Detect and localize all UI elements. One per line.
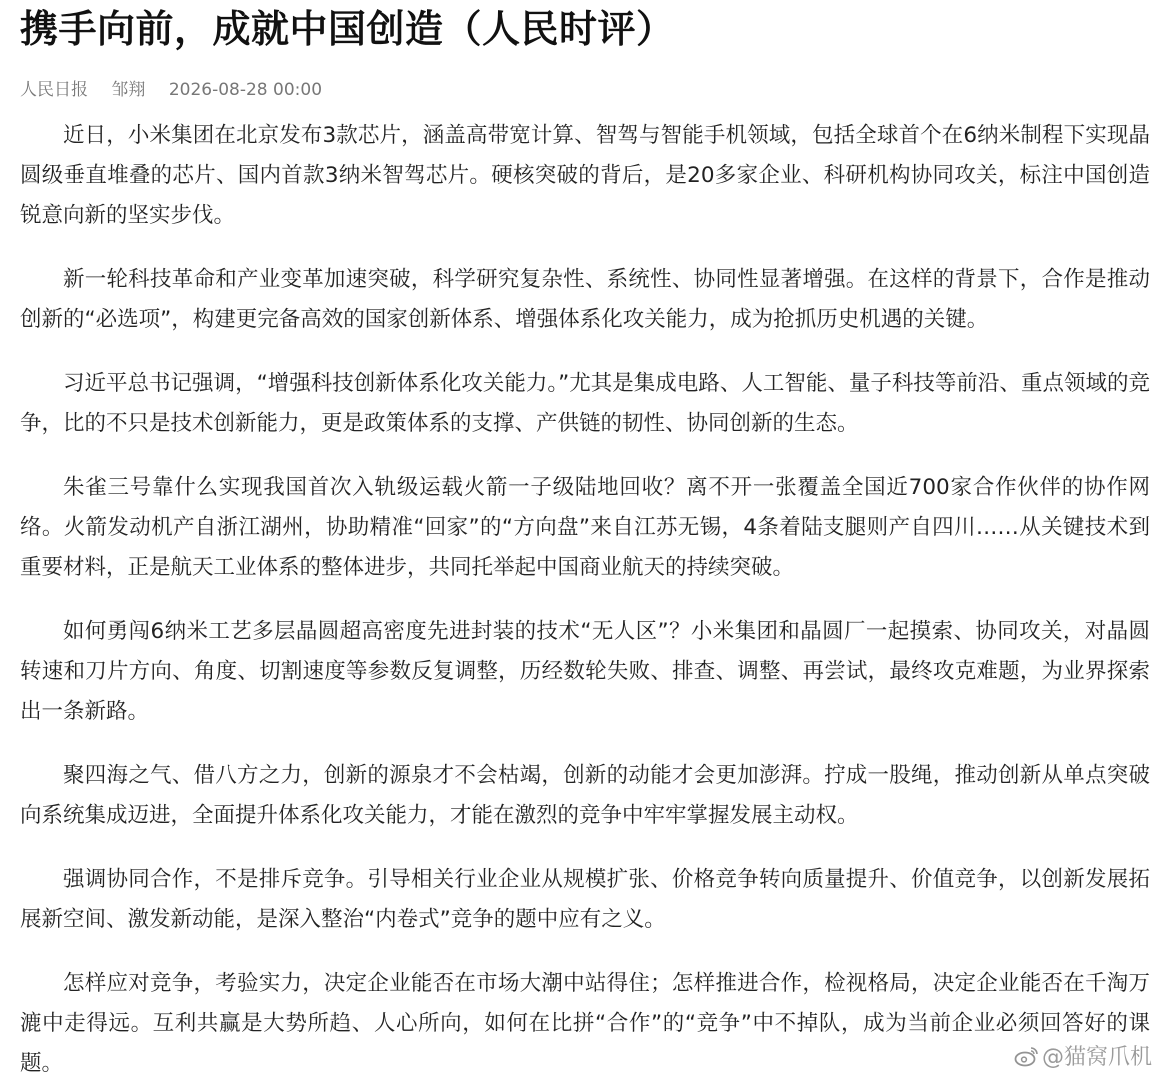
article-paragraph: 习近平总书记强调，“增强科技创新体系化攻关能力。”尤其是集成电路、人工智能、量子科技等前沿、重点领域的竞争，比的不只是技术创新能力，更是政策体系的支撑、产供链的韧性、协同创新的生态。 <box>20 371 1150 436</box>
article-title: 携手向前，成就中国创造（人民时评） <box>20 7 675 51</box>
watermark-text: @猫窝爪机 <box>1041 1045 1152 1070</box>
article-meta <box>20 78 1150 102</box>
article-source[interactable]: 人民日报 <box>20 80 88 100</box>
article-paragraph: 近日，小米集团在北京发布3款芯片，涵盖高带宽计算、智驾与智能手机领域，包括全球首个在6纳米制程下实现晶圆级垂直堆叠的芯片、国内首款3纳米智驾芯片。硬核突破的背后，是20多家企业、科研机构协同攻关，标注中国创造锐意向新的坚实步伐。 <box>20 123 1150 228</box>
article-paragraph: 新一轮科技革命和产业变革加速突破，科学研究复杂性、系统性、协同性显著增强。在这样的背景下，合作是推动创新的“必选项”，构建更完备高效的国家创新体系、增强体系化攻关能力，成为抢抓历史机遇的关键。 <box>20 267 1150 332</box>
article-paragraph: 朱雀三号靠什么实现我国首次入轨级运载火箭一子级陆地回收？离不开一张覆盖全国近700家合作伙伴的协作网络。火箭发动机产自浙江湖州，协助精准“回家”的“方向盘”来自江苏无锡，4条着陆支腿则产自四川……从关键技术到重要材料，正是航天工业体系的整体进步，共同托举起中国商业航天的持续突破。 <box>20 475 1150 580</box>
watermark <box>1014 1044 1152 1072</box>
article-datetime: 2026-08-28 00:00 <box>168 80 323 100</box>
weibo-icon <box>1014 1045 1040 1067</box>
article-paragraph: 如何勇闯6纳米工艺多层晶圆超高密度先进封装的技术“无人区”？小米集团和晶圆厂一起摸索、协同攻关，对晶圆转速和刀片方向、角度、切割速度等参数反复调整，历经数轮失败、排查、调整、再尝试，最终攻克难题，为业界探索出一条新路。 <box>20 619 1150 724</box>
article-body <box>20 116 1150 1080</box>
article-author: 邹翔 <box>111 80 146 100</box>
article-paragraph: 聚四海之气、借八方之力，创新的源泉才不会枯竭，创新的动能才会更加澎湃。拧成一股绳，推动创新从单点突破向系统集成迈进，全面提升体系化攻关能力，才能在激烈的竞争中牢牢掌握发展主动权。 <box>20 763 1150 828</box>
article-paragraph: 怎样应对竞争，考验实力，决定企业能否在市场大潮中站得住；怎样推进合作，检视格局，决定企业能否在千淘万漉中走得远。互利共赢是大势所趋、人心所向，如何在比拼“合作”的“竞争”中不掉队，成为当前企业必须回答好的课题。 <box>20 971 1150 1076</box>
article-paragraph: 强调协同合作，不是排斥竞争。引导相关行业企业从规模扩张、价格竞争转向质量提升、价值竞争，以创新发展拓展新空间、激发新动能，是深入整治“内卷式”竞争的题中应有之义。 <box>20 867 1150 932</box>
